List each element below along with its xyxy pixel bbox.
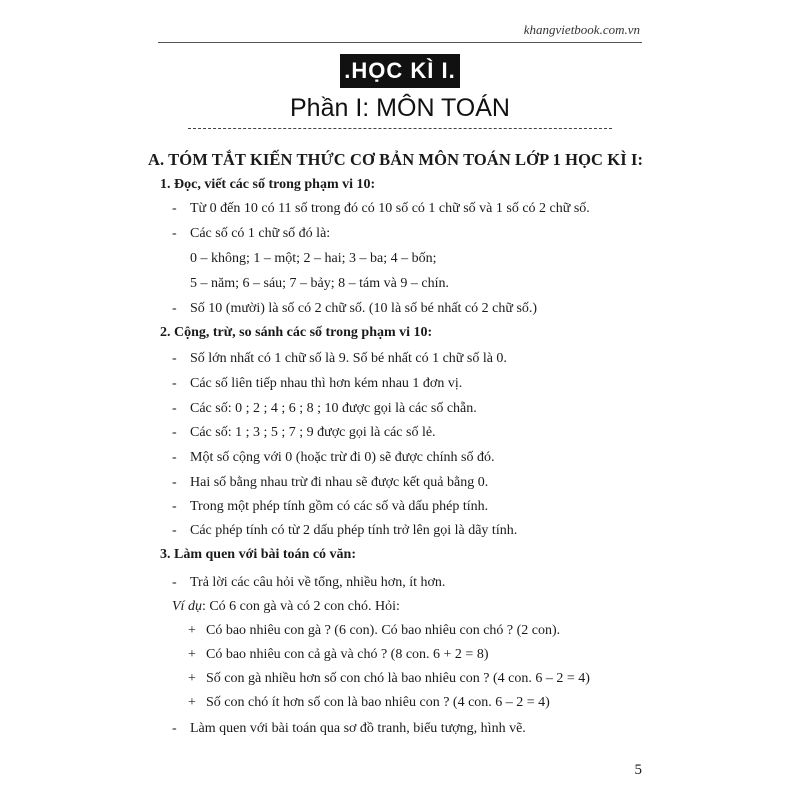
list-item (172, 522, 517, 540)
bullet-mark: - (172, 475, 177, 490)
sub-item-text: Có bao nhiêu con gà ? (6 con). Có bao nhiêu con chó ? (2 con). (206, 623, 561, 638)
item-text: Các số: 1 ; 3 ; 5 ; 7 ; 9 được gọi là các số lẻ. (190, 425, 436, 440)
item-text: Số lớn nhất có 1 chữ số là 9. Số bé nhất có 1 chữ số là 0. (190, 351, 507, 366)
bullet-mark: - (172, 721, 177, 736)
list-item (172, 574, 445, 592)
plus-mark: + (188, 695, 196, 710)
list-item (172, 498, 488, 516)
bullet-mark: - (172, 499, 177, 514)
plus-mark: + (188, 623, 196, 638)
sub-item-text: Có bao nhiêu con cả gà và chó ? (8 con. 6 + 2 = 8) (206, 647, 489, 662)
sub-item (188, 646, 488, 664)
list-item (172, 300, 537, 318)
bullet-mark: - (172, 401, 177, 416)
bullet-mark: - (172, 226, 177, 241)
item-text: Từ 0 đến 10 có 11 số trong đó có 10 số có 1 chữ số và 1 số có 2 chữ số. (190, 201, 590, 216)
sub-item-text: Số con chó ít hơn số con là bao nhiêu con ? (4 con. 6 – 2 = 4) (206, 695, 550, 710)
list-item (172, 424, 436, 442)
bullet-mark: - (172, 575, 177, 590)
bullet-mark: - (172, 450, 177, 465)
bullet-mark: - (172, 301, 177, 316)
list-item (172, 225, 330, 243)
item-text: Trong một phép tính gồm có các số và dấu phép tính. (190, 499, 489, 514)
sub-item-text: Số con gà nhiều hơn số con chó là bao nhiêu con ? (4 con. 6 – 2 = 4) (206, 671, 590, 686)
bullet-mark: - (172, 201, 177, 216)
digit-names-line: 5 – năm; 6 – sáu; 7 – bảy; 8 – tám và 9 – chín. (190, 276, 449, 291)
bullet-mark: - (172, 351, 177, 366)
item-text: Làm quen với bài toán qua sơ đồ tranh, biểu tượng, hình vẽ. (190, 721, 526, 736)
dashed-divider (188, 128, 612, 129)
list-item (172, 720, 526, 738)
list-item (172, 449, 495, 467)
plus-mark: + (188, 671, 196, 686)
example-label: Ví dụ (172, 599, 202, 614)
item-text: Một số cộng với 0 (hoặc trừ đi 0) sẽ được chính số đó. (190, 450, 495, 465)
sub-item (188, 694, 550, 712)
term-label: .HỌC KÌ I. (340, 54, 460, 88)
list-item (172, 200, 590, 218)
sub-item (188, 622, 560, 640)
item-text: Các số liên tiếp nhau thì hơn kém nhau 1 đơn vị. (190, 376, 463, 391)
list-item (172, 350, 507, 368)
list-item (172, 400, 477, 418)
bullet-mark: - (172, 376, 177, 391)
item-text: Các số có 1 chữ số đó là: (190, 226, 331, 241)
list-item (172, 474, 488, 492)
list-item (172, 375, 462, 393)
item-text: Hai số bằng nhau trừ đi nhau sẽ được kết quả bằng 0. (190, 475, 489, 490)
item-text: Các phép tính có từ 2 dấu phép tính trở lên gọi là dãy tính. (190, 523, 518, 538)
plus-mark: + (188, 647, 196, 662)
item-text: Số 10 (mười) là số có 2 chữ số. (10 là số bé nhất có 2 chữ số.) (190, 301, 538, 316)
section-heading-2: 2. Cộng, trừ, so sánh các số trong phạm vi 10: (160, 325, 433, 340)
header-rule (158, 42, 642, 43)
bullet-mark: - (172, 523, 177, 538)
example-text: : Có 6 con gà và có 2 con chó. Hỏi: (201, 599, 400, 614)
sub-item (188, 670, 590, 688)
section-heading-3: 3. Làm quen với bài toán có văn: (160, 547, 356, 562)
main-heading: A. TÓM TẮT KIẾN THỨC CƠ BẢN MÔN TOÁN LỚP 1 HỌC KÌ I: (148, 150, 644, 169)
page-number: 5 (634, 762, 642, 778)
item-text: Các số: 0 ; 2 ; 4 ; 6 ; 8 ; 10 được gọi là các số chẵn. (190, 401, 477, 416)
section-heading-1: 1. Đọc, viết các số trong phạm vi 10: (160, 177, 376, 192)
example-line (172, 598, 400, 616)
digit-names-line: 0 – không; 1 – một; 2 – hai; 3 – ba; 4 – bốn; (190, 251, 437, 266)
item-text: Trả lời các câu hỏi về tổng, nhiều hơn, ít hơn. (190, 575, 446, 590)
part-title: Phần I: MÔN TOÁN (290, 94, 510, 122)
header-site: khangvietbook.com.vn (523, 22, 640, 37)
bullet-mark: - (172, 425, 177, 440)
